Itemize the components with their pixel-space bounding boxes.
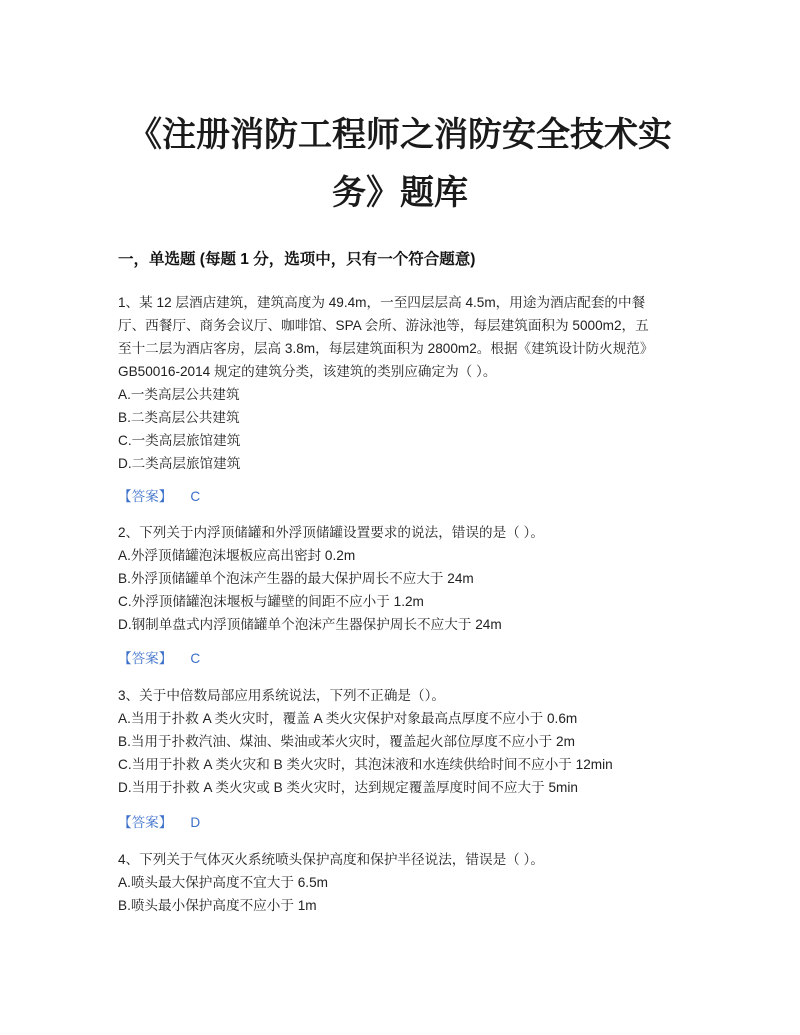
answer-label: 【答案】 xyxy=(118,651,173,666)
question-stem-line: 3、关于中倍数局部应用系统说法，下列不正确是（）。 xyxy=(118,688,446,703)
question-stem-line: GB50016-2014 规定的建筑分类，该建筑的类别应确定为（ ）。 xyxy=(118,364,497,379)
option-c: C.外浮顶储罐泡沫堰板与罐壁的间距不应小于 1.2m xyxy=(118,594,424,609)
option-d: D.钢制单盘式内浮顶储罐单个泡沫产生器保护周长不应大于 24m xyxy=(118,617,502,632)
answer-value: C xyxy=(190,651,201,666)
question-4 xyxy=(118,848,688,917)
option-d: D.二类高层旅馆建筑 xyxy=(118,456,241,471)
answer-1 xyxy=(118,485,200,508)
question-2 xyxy=(118,521,688,636)
option-b: B.外浮顶储罐单个泡沫产生器的最大保护周长不应大于 24m xyxy=(118,571,474,586)
option-b: B.二类高层公共建筑 xyxy=(118,410,240,425)
question-stem-line: 2、下列关于内浮顶储罐和外浮顶储罐设置要求的说法，错误的是（ ）。 xyxy=(118,525,544,540)
option-c: C.一类高层旅馆建筑 xyxy=(118,433,241,448)
title-line-1: 《注册消防工程师之消防安全技术实 xyxy=(128,115,672,155)
option-a: A.一类高层公共建筑 xyxy=(118,387,240,402)
question-stem-line: 厅、西餐厅、商务会议厅、咖啡馆、SPA 会所、游泳池等，每层建筑面积为 5000m2，五 xyxy=(118,318,649,333)
question-stem-line: 至十二层为酒店客房，层高 3.8m，每层建筑面积为 2800m2。根据《建筑设计防火规范》 xyxy=(118,341,654,356)
option-d: D.当用于扑救 A 类火灾或 B 类火灾时，达到规定覆盖厚度时间不应大于 5min xyxy=(118,780,578,795)
answer-label: 【答案】 xyxy=(118,489,173,504)
answer-label: 【答案】 xyxy=(118,815,173,830)
option-a: A.外浮顶储罐泡沫堰板应高出密封 0.2m xyxy=(118,548,356,563)
option-a: A.当用于扑救 A 类火灾时，覆盖 A 类火灾保护对象最高点厚度不应小于 0.6m xyxy=(118,711,578,726)
option-c: C.当用于扑救 A 类火灾和 B 类火灾时，其泡沫液和水连续供给时间不应小于 12min xyxy=(118,757,613,772)
answer-value: D xyxy=(190,815,201,830)
answer-3 xyxy=(118,811,200,834)
question-stem-line: 1、某 12 层酒店建筑，建筑高度为 49.4m，一至四层层高 4.5m，用途为酒店配套的中餐 xyxy=(118,295,646,310)
question-stem-line: 4、下列关于气体灭火系统喷头保护高度和保护半径说法，错误是（ ）。 xyxy=(118,852,544,867)
title-line-2: 务》题库 xyxy=(332,173,468,213)
option-a: A.喷头最大保护高度不宜大于 6.5m xyxy=(118,875,328,890)
option-b: B.当用于扑救汽油、煤油、柴油或苯火灾时，覆盖起火部位厚度不应小于 2m xyxy=(118,734,575,749)
question-3 xyxy=(118,684,688,799)
section-heading: 一，单选题 (每题 1 分，选项中，只有一个符合题意) xyxy=(118,251,476,268)
answer-2 xyxy=(118,647,200,670)
option-b: B.喷头最小保护高度不应小于 1m xyxy=(118,898,317,913)
question-1 xyxy=(118,291,688,475)
document-title xyxy=(100,106,700,222)
answer-value: C xyxy=(190,489,201,504)
